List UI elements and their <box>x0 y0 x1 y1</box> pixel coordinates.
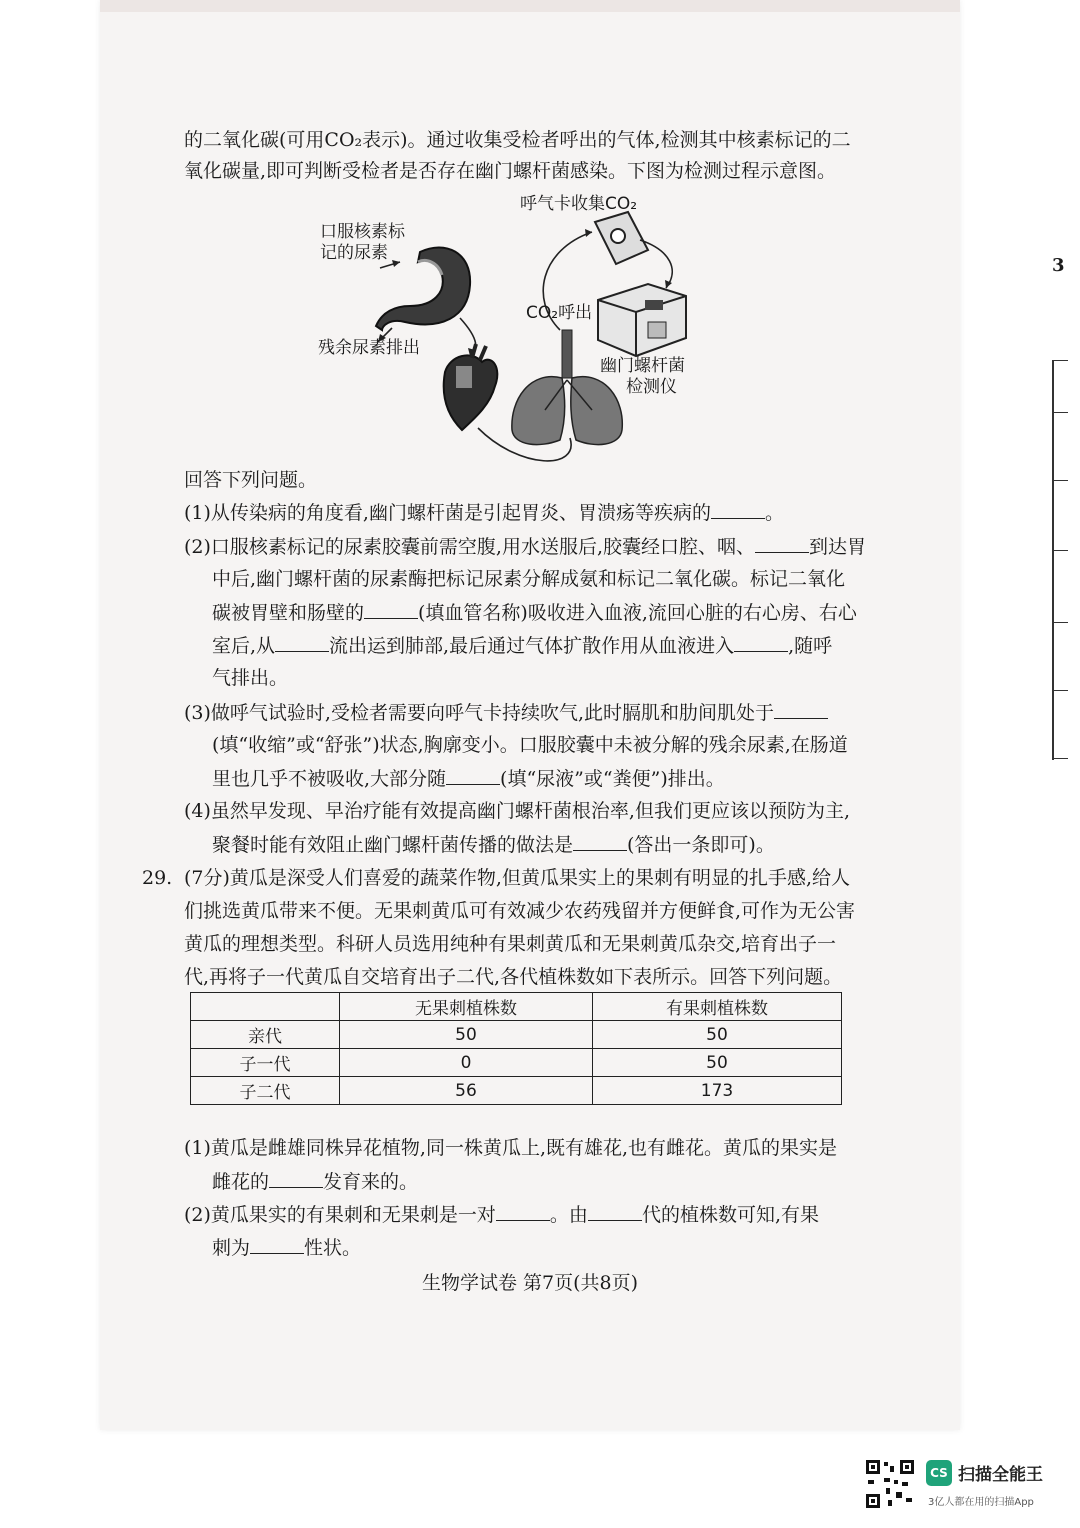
table-header-cell: 无果刺植株数 <box>340 993 593 1021</box>
adjacent-page-number: 3 <box>1052 255 1065 276</box>
generation-cell: 子二代 <box>191 1077 340 1105</box>
answer-blank[interactable] <box>755 534 809 553</box>
q28-part3-line-3: 里也几乎不被吸收,大部分随 (填“尿液”或“粪便”)排出。 <box>212 768 725 790</box>
answer-blank[interactable] <box>496 1202 550 1221</box>
q28-part1: (1)从传染病的角度看,幽门螺杆菌是引起胃炎、胃溃疡等疾病的 。 <box>184 502 784 524</box>
spine-count-cell: 173 <box>593 1077 842 1105</box>
intro-line-2: 氧化碳量,即可判断受检者是否存在幽门螺杆菌感染。下图为检测过程示意图。 <box>184 160 837 182</box>
answer-blank[interactable] <box>446 766 500 785</box>
answer-blank[interactable] <box>269 1169 323 1188</box>
capsule-label-line-1: 口服核素标 <box>320 222 405 242</box>
q29-line-1: (7分)黄瓜是深受人们喜爱的蔬菜作物,但黄瓜果实上的果刺有明显的扎手感,给人 <box>184 867 850 889</box>
q29-line-4: 代,再将子一代黄瓜自交培育出子二代,各代植株数如下表所示。回答下列问题。 <box>184 966 843 988</box>
camscanner-logo-icon: CS <box>926 1460 952 1486</box>
q29-line-2: 们挑选黄瓜带来不便。无果刺黄瓜可有效减少农药残留并方便鲜食,可作为无公害 <box>184 900 856 922</box>
detector-label-line-1: 幽门螺杆菌 <box>600 356 685 376</box>
q28-part3-line-1: (3)做呼气试验时,受检者需要向呼气卡持续吹气,此时膈肌和肋间肌处于 <box>184 700 828 725</box>
q29-line-3: 黄瓜的理想类型。科研人员选用纯种有果刺黄瓜和无果刺黄瓜杂交,培育出子一 <box>184 933 837 955</box>
q28-part4-line-1: (4)虽然早发现、早治疗能有效提高幽门螺杆菌根治率,但我们更应该以预防为主, <box>184 800 850 822</box>
scanner-tagline: 3亿人都在用的扫描App <box>928 1497 1034 1508</box>
answer-blank[interactable] <box>774 700 828 719</box>
page-footer: 生物学试卷 第7页(共8页) <box>421 1272 639 1294</box>
table-header-cell: 有果刺植株数 <box>593 993 842 1021</box>
breath-card-illustration <box>595 212 648 264</box>
table-row <box>191 1021 842 1049</box>
answer-blank[interactable] <box>364 600 418 619</box>
q29-sub2-line-1: (2)黄瓜果实的有果刺和无果刺是一对 。由 代的植株数可知,有果 <box>184 1204 819 1226</box>
heart-illustration <box>444 344 498 430</box>
q29-sub2-line-2: 刺为 性状。 <box>212 1237 362 1259</box>
q29-sub1-line-2: 雌花的 发育来的。 <box>212 1171 419 1193</box>
plant-count-table <box>190 992 842 1105</box>
answer-blank[interactable] <box>250 1235 304 1254</box>
q28-part2-line-2: 中后,幽门螺杆菌的尿素酶把标记尿素分解成氨和标记二氧化碳。标记二氧化 <box>212 568 846 590</box>
q28-part2-line-4: 室后,从 流出运到肺部,最后通过气体扩散作用从血液进入 ,随呼 <box>212 635 833 657</box>
q29-sub1-line-1: (1)黄瓜是雌雄同株异花植物,同一株黄瓜上,既有雄花,也有雌花。黄瓜的果实是 <box>184 1137 838 1159</box>
spine-count-cell: 50 <box>593 1021 842 1049</box>
q28-part2-line-1: (2)口服核素标记的尿素胶囊前需空腹,用水送服后,胶囊经口腔、咽、 到达胃 <box>184 536 867 558</box>
q28-prompt: 回答下列问题。 <box>184 469 318 491</box>
generation-cell: 亲代 <box>191 1021 340 1049</box>
q28-part4-line-2: 聚餐时能有效阻止幽门螺杆菌传播的做法是 (答出一条即可)。 <box>212 834 775 856</box>
no-spine-count-cell: 56 <box>340 1077 593 1105</box>
exam-page <box>100 0 960 1430</box>
intro-line-1: 的二氧化碳(可用CO₂表示)。通过收集受检者呼出的气体,检测其中核素标记的二 <box>184 129 851 151</box>
detector-illustration <box>598 284 686 356</box>
q29-number: 29. <box>142 867 173 889</box>
q28-part3-line-2: (填“收缩”或“舒张”)状态,胸廓变小。口服胶囊中未被分解的残余尿素,在肠道 <box>212 734 848 756</box>
lungs-illustration <box>512 330 622 445</box>
answer-blank[interactable] <box>573 832 627 851</box>
table-header-cell <box>191 993 340 1021</box>
detector-label-line-2: 检测仪 <box>626 377 677 397</box>
answer-blank[interactable] <box>711 500 765 519</box>
adjacent-page-margin-marks <box>1052 360 1068 760</box>
generation-cell: 子一代 <box>191 1049 340 1077</box>
table-row <box>191 1049 842 1077</box>
capsule-label-line-2: 记的尿素 <box>320 243 388 263</box>
no-spine-count-cell: 50 <box>340 1021 593 1049</box>
q28-part2-line-3: 碳被胃壁和肠壁的 (填血管名称)吸收进入血液,流回心脏的右心房、右心 <box>212 602 857 624</box>
spine-count-cell: 50 <box>593 1049 842 1077</box>
answer-blank[interactable] <box>734 633 788 652</box>
answer-blank[interactable] <box>588 1202 642 1221</box>
qr-code-icon <box>864 1458 916 1510</box>
answer-blank[interactable] <box>275 633 329 652</box>
scanner-app-name: 扫描全能王 <box>958 1465 1043 1485</box>
exhale-label: CO₂呼出 <box>526 303 593 323</box>
stomach-illustration <box>376 247 470 330</box>
breath-card-label: 呼气卡收集CO₂ <box>520 194 638 214</box>
residue-label: 残余尿素排出 <box>318 338 420 358</box>
q28-part2-line-5: 气排出。 <box>212 667 289 689</box>
table-header-row <box>191 993 842 1021</box>
no-spine-count-cell: 0 <box>340 1049 593 1077</box>
table-row <box>191 1077 842 1105</box>
